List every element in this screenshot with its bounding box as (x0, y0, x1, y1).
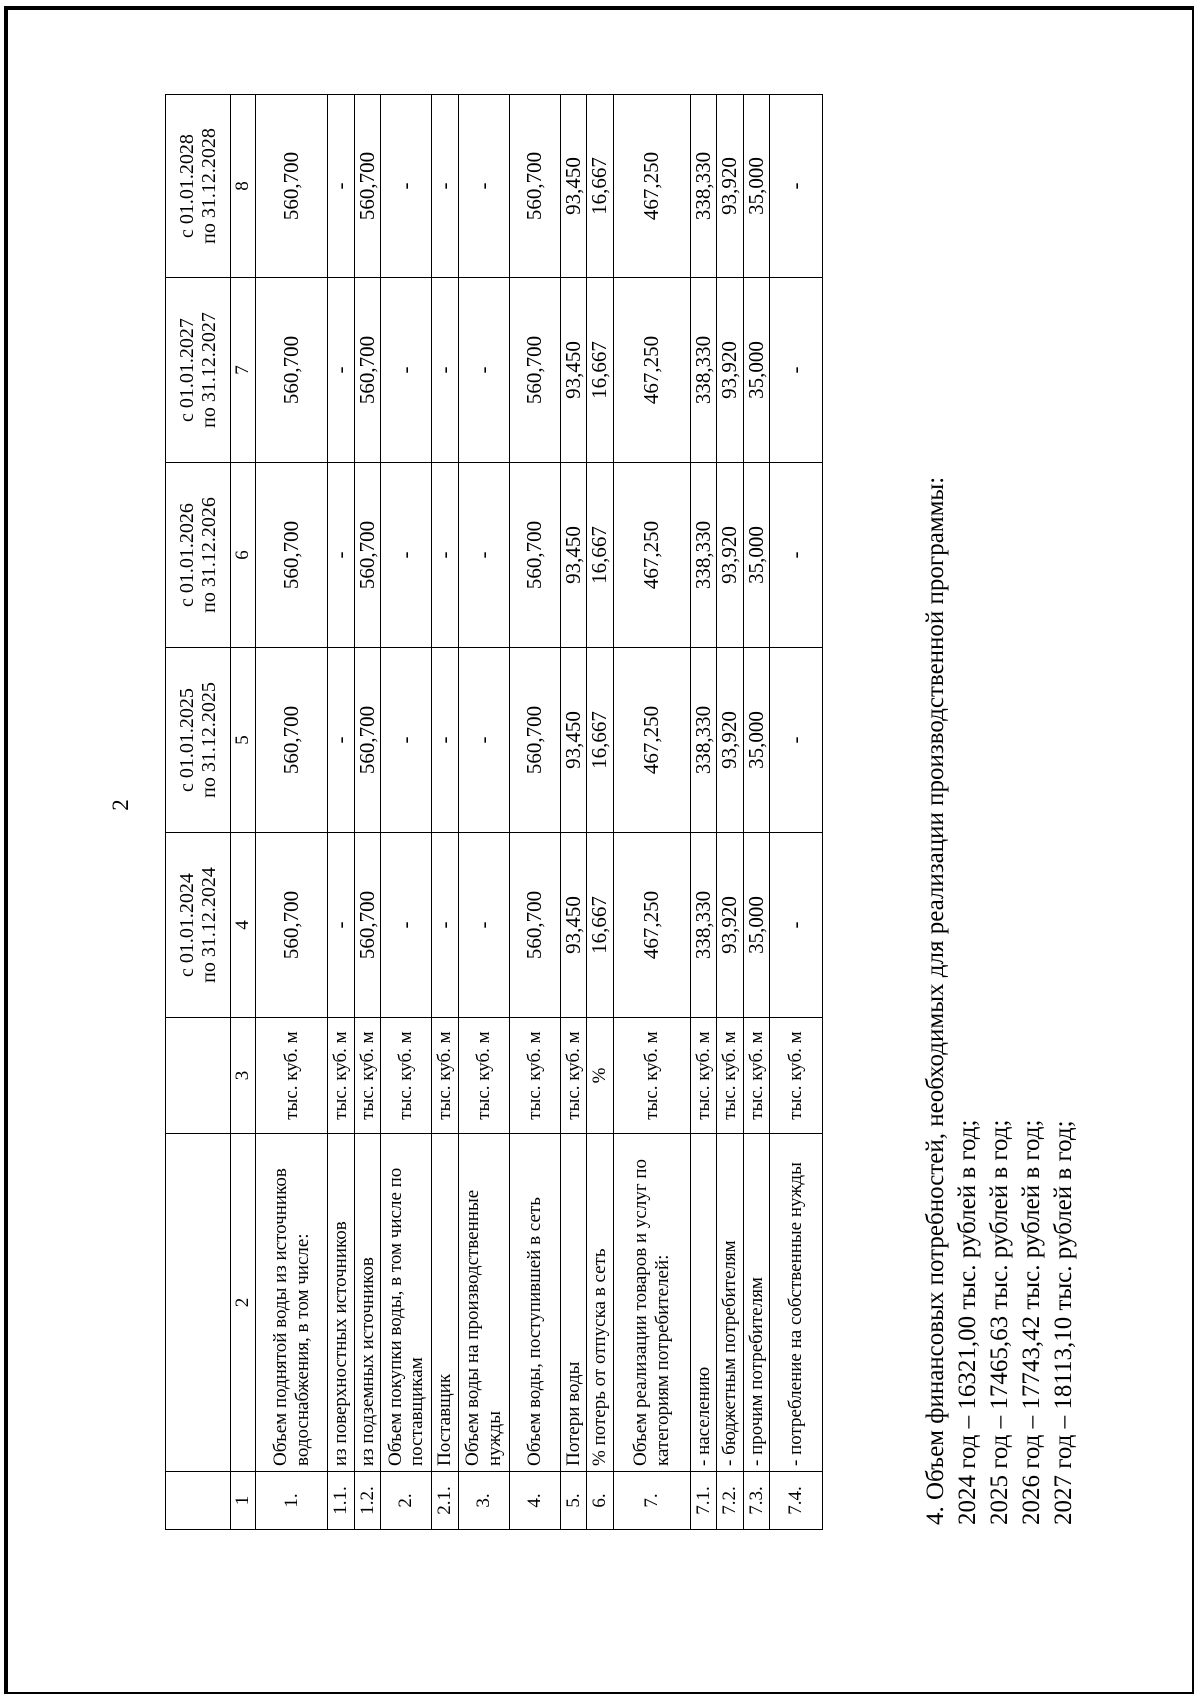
period-label: по 31.12.2026 (198, 497, 220, 613)
page-number: 2 (108, 799, 133, 811)
period-label: с 01.01.2027 (176, 318, 198, 422)
value-cell: 338,330 (690, 278, 717, 463)
value-cell: - (381, 463, 432, 648)
value-cell: 560,700 (509, 278, 560, 463)
value-cell: - (328, 463, 355, 648)
indicator-name-cell: Объем покупки воды, в том числе по поставщикам (381, 1134, 432, 1472)
value-cell: 35,000 (743, 278, 770, 463)
unit-cell: тыс. куб. м (690, 1018, 717, 1134)
row-number-cell: 7.3. (743, 1472, 770, 1530)
value-cell: 560,700 (509, 95, 560, 278)
production-program-table (165, 94, 823, 1530)
table-row (717, 95, 744, 1530)
value-cell: 93,450 (560, 833, 587, 1018)
value-cell: - (770, 648, 823, 833)
value-cell: - (328, 278, 355, 463)
value-cell: 93,920 (717, 95, 744, 278)
value-cell: 560,700 (354, 648, 381, 833)
value-cell: - (381, 648, 432, 833)
column-index-cell: 2 (231, 1134, 256, 1472)
value-cell: 16,667 (587, 648, 614, 833)
indicator-name-cell: - прочим потребителям (743, 1134, 770, 1472)
indicator-name-cell: Объем поднятой воды из источников водоснабжения, в том числе: (256, 1134, 328, 1472)
value-cell: 560,700 (354, 278, 381, 463)
header-cell (166, 95, 231, 278)
period-label: по 31.12.2024 (198, 867, 220, 983)
value-cell: 560,700 (509, 463, 560, 648)
header-cell (166, 278, 231, 463)
indicator-name-cell: Объем воды на производственные нужды (458, 1134, 509, 1472)
row-number-cell: 1.1. (328, 1472, 355, 1530)
rotated-page-content (108, 80, 1175, 1530)
period-label: по 31.12.2025 (198, 682, 220, 798)
value-cell: - (328, 648, 355, 833)
header-cell (166, 463, 231, 648)
value-cell: 93,920 (717, 648, 744, 833)
value-cell: 93,450 (560, 278, 587, 463)
value-cell: 560,700 (509, 648, 560, 833)
unit-cell: тыс. куб. м (509, 1018, 560, 1134)
column-index-cell: 8 (231, 95, 256, 278)
row-number-cell: 7. (613, 1472, 690, 1530)
unit-cell: тыс. куб. м (354, 1018, 381, 1134)
value-cell: 35,000 (743, 833, 770, 1018)
value-cell: - (770, 833, 823, 1018)
value-cell: 93,920 (717, 463, 744, 648)
value-cell: 338,330 (690, 833, 717, 1018)
value-cell: - (458, 95, 509, 278)
period-label: с 01.01.2028 (176, 134, 198, 238)
indicator-name-cell: Поставщик (432, 1134, 459, 1472)
row-number-cell: 6. (587, 1472, 614, 1530)
financial-needs-line: 2024 год – 16321,00 тыс. рублей в год; (954, 1119, 981, 1525)
financial-needs-line: 2025 год – 17465,63 тыс. рублей в год; (986, 1119, 1013, 1525)
header-cell (166, 1018, 231, 1134)
row-number-cell: 5. (560, 1472, 587, 1530)
row-number-cell: 1.2. (354, 1472, 381, 1530)
row-number-cell: 4. (509, 1472, 560, 1530)
row-number-cell: 2.1. (432, 1472, 459, 1530)
indicator-name-cell: Объем реализации товаров и услуг по категориям потребителей: (613, 1134, 690, 1472)
value-cell: 560,700 (256, 278, 328, 463)
indicator-name-cell: из поверхностных источников (328, 1134, 355, 1472)
column-index-cell: 6 (231, 463, 256, 648)
period-label: по 31.12.2028 (198, 128, 220, 244)
unit-cell: тыс. куб. м (381, 1018, 432, 1134)
value-cell: - (432, 95, 459, 278)
indicator-name-cell: - бюджетным потребителям (717, 1134, 744, 1472)
value-cell: 338,330 (690, 648, 717, 833)
indicator-name-cell: - потребление на собственные нужды (770, 1134, 823, 1472)
value-cell: 560,700 (256, 463, 328, 648)
indicator-name-cell: - населению (690, 1134, 717, 1472)
unit-cell: тыс. куб. м (743, 1018, 770, 1134)
unit-cell: тыс. куб. м (560, 1018, 587, 1134)
value-cell: 16,667 (587, 463, 614, 648)
row-number-cell: 3. (458, 1472, 509, 1530)
unit-cell: тыс. куб. м (770, 1018, 823, 1134)
row-number-cell: 7.1. (690, 1472, 717, 1530)
header-cell (166, 1472, 231, 1530)
header-cell (166, 1134, 231, 1472)
value-cell: 16,667 (587, 95, 614, 278)
value-cell: 93,450 (560, 95, 587, 278)
value-cell: 16,667 (587, 278, 614, 463)
financial-needs-section (920, 105, 1080, 1525)
unit-cell: тыс. куб. м (458, 1018, 509, 1134)
column-index-cell: 1 (231, 1472, 256, 1530)
value-cell: 338,330 (690, 463, 717, 648)
value-cell: 93,450 (560, 463, 587, 648)
period-label: с 01.01.2026 (176, 503, 198, 607)
financial-needs-line: 2026 год – 17743,42 тыс. рублей в год; (1018, 1119, 1045, 1525)
table-row (354, 95, 381, 1530)
column-index-cell: 4 (231, 833, 256, 1018)
table-row (328, 95, 355, 1530)
table-row (743, 95, 770, 1530)
table-row (256, 95, 328, 1530)
value-cell: - (458, 463, 509, 648)
value-cell: 560,700 (256, 833, 328, 1018)
value-cell: 560,700 (509, 833, 560, 1018)
row-number-cell: 7.4. (770, 1472, 823, 1530)
indicator-name-cell: Потери воды (560, 1134, 587, 1472)
indicator-name-cell: Объем воды, поступившей в сеть (509, 1134, 560, 1472)
value-cell: 35,000 (743, 95, 770, 278)
header-row (166, 95, 231, 1530)
financial-needs-line: 2027 год – 18113,10 тыс. рублей в год; (1050, 1120, 1077, 1525)
period-label: с 01.01.2024 (176, 873, 198, 977)
value-cell: 467,250 (613, 833, 690, 1018)
value-cell: 467,250 (613, 648, 690, 833)
value-cell: - (381, 278, 432, 463)
value-cell: - (458, 648, 509, 833)
value-cell: 467,250 (613, 278, 690, 463)
value-cell: 467,250 (613, 463, 690, 648)
row-number-cell: 1. (256, 1472, 328, 1530)
value-cell: 467,250 (613, 95, 690, 278)
value-cell: - (458, 833, 509, 1018)
table-row (613, 95, 690, 1530)
table-row (381, 95, 432, 1530)
value-cell: - (381, 95, 432, 278)
value-cell: 560,700 (256, 648, 328, 833)
value-cell: 560,700 (354, 463, 381, 648)
value-cell: 560,700 (354, 833, 381, 1018)
value-cell: 93,920 (717, 833, 744, 1018)
period-label: по 31.12.2027 (198, 312, 220, 428)
table-row (458, 95, 509, 1530)
value-cell: - (432, 648, 459, 833)
value-cell: - (770, 463, 823, 648)
table-row (690, 95, 717, 1530)
header-cell (166, 648, 231, 833)
indicator-name-cell: из подземных источников (354, 1134, 381, 1472)
table-row (770, 95, 823, 1530)
value-cell: - (432, 833, 459, 1018)
table-row (432, 95, 459, 1530)
column-index-cell: 7 (231, 278, 256, 463)
value-cell: 93,920 (717, 278, 744, 463)
value-cell: 560,700 (256, 95, 328, 278)
indicator-name-cell: % потерь от отпуска в сеть (587, 1134, 614, 1472)
unit-cell: тыс. куб. м (613, 1018, 690, 1134)
value-cell: - (432, 278, 459, 463)
value-cell: 338,330 (690, 95, 717, 278)
value-cell: 35,000 (743, 463, 770, 648)
value-cell: - (458, 278, 509, 463)
value-cell: - (770, 95, 823, 278)
table-row (560, 95, 587, 1530)
row-number-cell: 7.2. (717, 1472, 744, 1530)
unit-cell: тыс. куб. м (256, 1018, 328, 1134)
table-row (587, 95, 614, 1530)
column-index-row (231, 95, 256, 1530)
period-label: с 01.01.2025 (176, 688, 198, 792)
unit-cell: тыс. куб. м (432, 1018, 459, 1134)
value-cell: - (770, 278, 823, 463)
row-number-cell: 2. (381, 1472, 432, 1530)
table-body (166, 95, 823, 1530)
value-cell: 560,700 (354, 95, 381, 278)
table-row (509, 95, 560, 1530)
column-index-cell: 3 (231, 1018, 256, 1134)
unit-cell: тыс. куб. м (328, 1018, 355, 1134)
column-index-cell: 5 (231, 648, 256, 833)
value-cell: - (432, 463, 459, 648)
value-cell: 35,000 (743, 648, 770, 833)
value-cell: - (328, 833, 355, 1018)
value-cell: 93,450 (560, 648, 587, 833)
unit-cell: % (587, 1018, 614, 1134)
value-cell: - (381, 833, 432, 1018)
value-cell: - (328, 95, 355, 278)
financial-needs-heading: 4. Объем финансовых потребностей, необходимых для реализации производственной программы: (922, 476, 949, 1525)
value-cell: 16,667 (587, 833, 614, 1018)
header-cell (166, 833, 231, 1018)
unit-cell: тыс. куб. м (717, 1018, 744, 1134)
